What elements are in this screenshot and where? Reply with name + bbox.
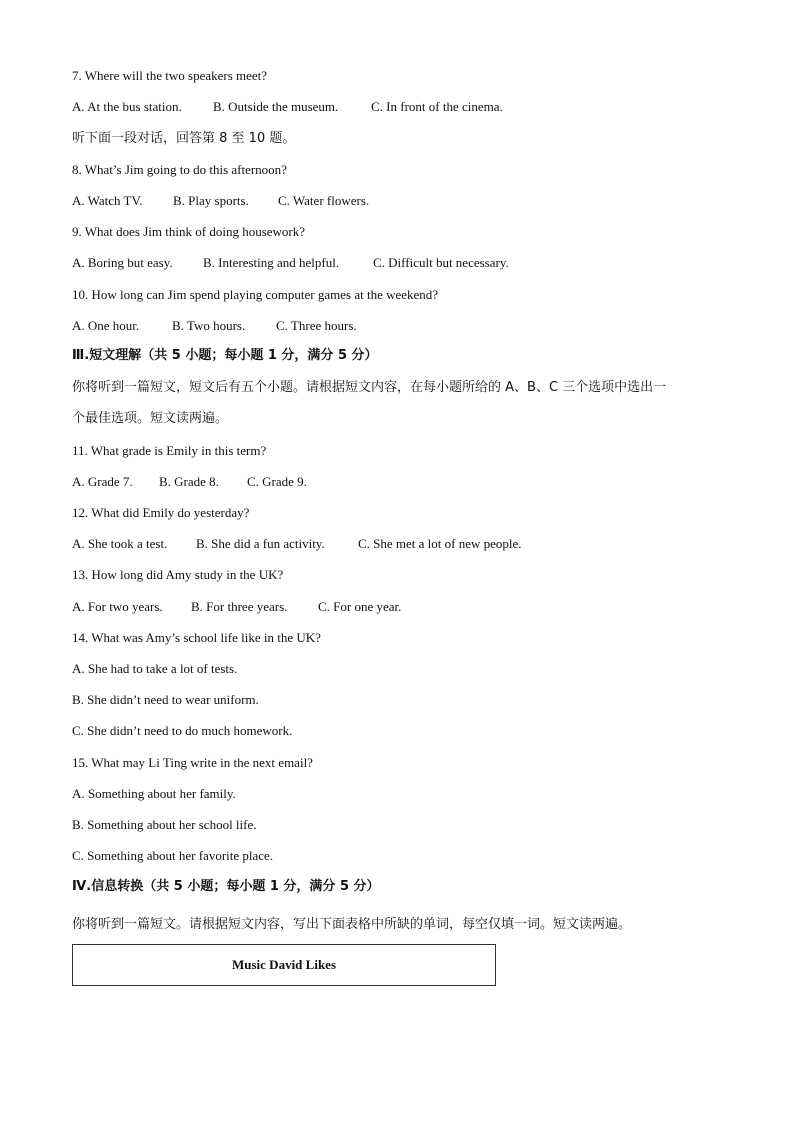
option-11b: B. Grade 8. <box>159 474 219 489</box>
question-7-stem: 7. Where will the two speakers meet? <box>72 68 268 83</box>
question-7-options <box>72 99 503 115</box>
option-10b: B. Two hours. <box>172 318 246 333</box>
option-7a: A. At the bus station. <box>72 99 182 114</box>
table-title: Music David Likes <box>231 957 336 972</box>
question-11-stem: 11. What grade is Emily in this term? <box>72 443 267 458</box>
option-10a: A. One hour. <box>72 318 140 333</box>
question-9-stem: 9. What does Jim think of doing housework? <box>72 224 306 239</box>
question-15-stem: 15. What may Li Ting write in the next email? <box>72 755 313 770</box>
option-15a: A. Something about her family. <box>72 786 236 801</box>
option-15b: B. Something about her school life. <box>72 817 257 832</box>
option-14a: A. She had to take a lot of tests. <box>72 661 238 676</box>
question-10-options <box>72 318 357 334</box>
section-3-intro-line-2: 个最佳选项。短文读两遍。 <box>72 411 229 426</box>
option-13b: B. For three years. <box>191 599 288 614</box>
option-7c: C. In front of the cinema. <box>371 99 503 114</box>
option-8a: A. Watch TV. <box>72 193 143 208</box>
question-9-options <box>72 255 509 271</box>
section-4-intro: 你将听到一篇短文。请根据短文内容，写出下面表格中所缺的单词，每空仅填一词。短文读两遍。 <box>72 917 632 932</box>
question-8-stem: 8. What’s Jim going to do this afternoon? <box>72 162 287 177</box>
option-14b: B. She didn’t need to wear uniform. <box>72 692 259 707</box>
option-11a: A. Grade 7. <box>72 474 133 489</box>
question-13-stem: 13. How long did Amy study in the UK? <box>72 567 284 582</box>
option-9a: A. Boring but easy. <box>72 255 173 270</box>
option-7b: B. Outside the museum. <box>213 99 339 114</box>
option-12a: A. She took a test. <box>72 536 168 551</box>
option-10c: C. Three hours. <box>276 318 357 333</box>
section-3-intro-line-1: 你将听到一篇短文，短文后有五个小题。请根据短文内容，在每小题所给的 A、B、C 三个选项中选出一 <box>72 380 667 395</box>
option-9c: C. Difficult but necessary. <box>373 255 509 270</box>
option-8c: C. Water flowers. <box>278 193 370 208</box>
section-4-heading: Ⅳ.信息转换（共 5 小题；每小题 1 分，满分 5 分） <box>72 879 380 894</box>
question-12-options <box>72 536 522 552</box>
option-14c: C. She didn’t need to do much homework. <box>72 723 293 738</box>
option-13a: A. For two years. <box>72 599 163 614</box>
option-13c: C. For one year. <box>318 599 402 614</box>
option-8b: B. Play sports. <box>173 193 249 208</box>
question-13-options <box>72 599 401 615</box>
question-8-options <box>72 193 369 209</box>
option-15c: C. Something about her favorite place. <box>72 848 274 863</box>
section-3-heading: Ⅲ.短文理解（共 5 小题；每小题 1 分，满分 5 分） <box>72 348 378 363</box>
info-table <box>72 944 496 986</box>
question-10-stem: 10. How long can Jim spend playing computer games at the weekend? <box>72 287 439 302</box>
question-12-stem: 12. What did Emily do yesterday? <box>72 505 250 520</box>
question-14-stem: 14. What was Amy’s school life like in the UK? <box>72 630 321 645</box>
question-11-options <box>72 474 307 490</box>
instruction-dialogue: 听下面一段对话，回答第 8 至 10 题。 <box>72 131 296 146</box>
option-12c: C. She met a lot of new people. <box>358 536 522 551</box>
option-11c: C. Grade 9. <box>247 474 307 489</box>
option-9b: B. Interesting and helpful. <box>203 255 340 270</box>
option-12b: B. She did a fun activity. <box>196 536 325 551</box>
